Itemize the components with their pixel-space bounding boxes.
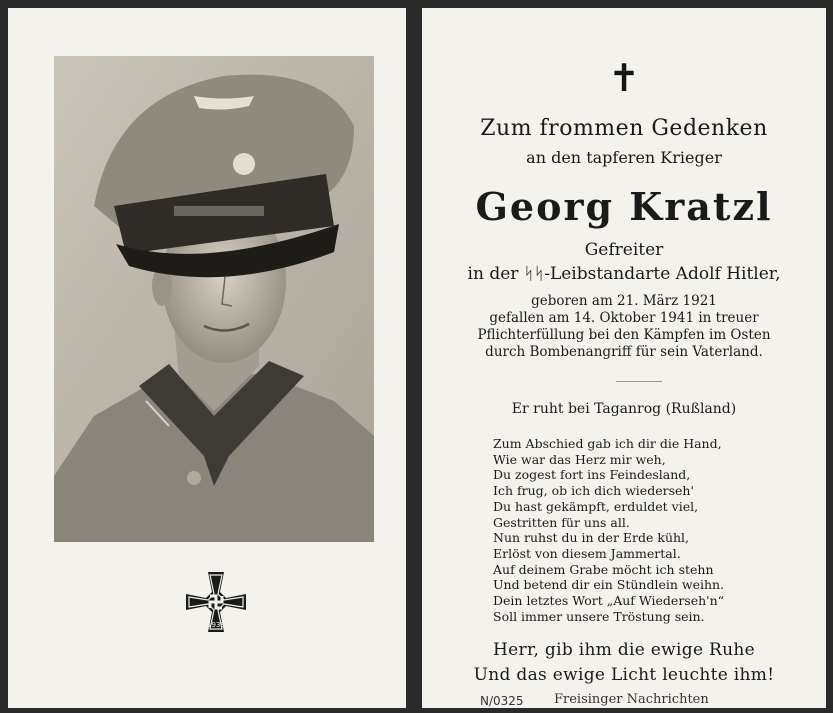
deceased-name: Georg Kratzl bbox=[475, 184, 773, 229]
poem-line: Wie war das Herz mir weh, bbox=[493, 451, 666, 467]
resting-place: Er ruht bei Taganrog (Rußland) bbox=[511, 401, 737, 417]
poem-line: Und betend dir ein Stündlein weihn. bbox=[493, 577, 725, 593]
portrait-photo bbox=[54, 56, 374, 542]
poem-line: Zum Abschied gab ich dir die Hand, bbox=[493, 436, 722, 451]
left-card bbox=[8, 8, 406, 708]
poem-line: Du hast gekämpft, erduldet viel, bbox=[493, 498, 699, 514]
bio-line: geboren am 21. März 1921 bbox=[531, 293, 717, 309]
poem-line: Gestritten für uns all. bbox=[493, 514, 630, 530]
poem bbox=[493, 436, 724, 624]
poem-line: Nun ruhst du in der Erde kühl, bbox=[493, 530, 690, 546]
poem-line: Ich frug, ob ich dich wiederseh' bbox=[493, 483, 694, 499]
rank-text: Gefreiter bbox=[584, 240, 664, 260]
poem-line: Dein letztes Wort „Auf Wiederseh'n“ bbox=[493, 593, 725, 609]
poem-line: Erlöst von diesem Jammertal. bbox=[493, 545, 681, 561]
biography bbox=[432, 293, 816, 361]
prayer bbox=[432, 638, 816, 688]
emblem-year: 1939 bbox=[207, 621, 225, 629]
unit-text: in der ᛋᛋ-Leibstandarte Adolf Hitler, bbox=[467, 264, 781, 284]
right-card bbox=[422, 8, 826, 708]
prayer-line: Herr, gib ihm die ewige Ruhe bbox=[493, 640, 755, 660]
memorial-subheading: an den tapferen Krieger bbox=[526, 148, 722, 167]
footer-code: N/0325 bbox=[480, 694, 524, 708]
bio-line: gefallen am 14. Oktober 1941 in treuer bbox=[489, 310, 759, 326]
poem-line: Auf deinem Grabe möcht ich stehn bbox=[493, 561, 714, 577]
bio-line: Pflichterfüllung bei den Kämpfen im Osten bbox=[477, 327, 771, 343]
poem-line: Soll immer unsere Tröstung sein. bbox=[493, 608, 705, 624]
cross-icon: ✝ bbox=[608, 56, 640, 100]
poem-line: Du zogest fort ins Feindesland, bbox=[493, 467, 691, 483]
memorial-heading: Zum frommen Gedenken bbox=[480, 116, 768, 141]
footer-printer: Freisinger Nachrichten bbox=[554, 692, 709, 707]
divider bbox=[616, 381, 662, 382]
prayer-line: Und das ewige Licht leuchte ihm! bbox=[473, 665, 775, 685]
iron-cross-icon bbox=[184, 570, 248, 634]
bio-line: durch Bombenangriff für sein Vaterland. bbox=[485, 344, 763, 360]
